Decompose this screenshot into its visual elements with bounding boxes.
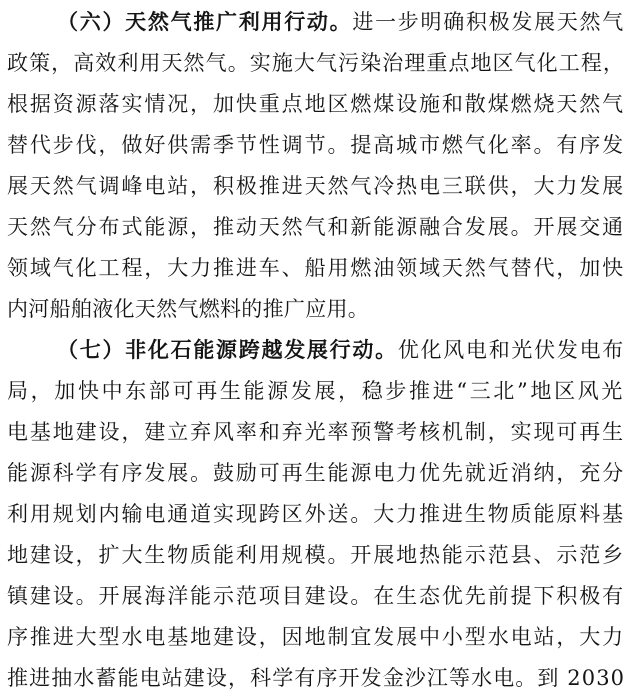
section6-line-1: 政策，高效利用天然气。实施大气污染治理重点地区气化工程， bbox=[7, 51, 625, 75]
section6-line-3: 替代步伐，做好供需季节性调节。提高城市燃气化率。有序发 bbox=[7, 133, 626, 157]
section6-line-4: 展天然气调峰电站，积极推进天然气冷热电三联供，大力发展 bbox=[7, 174, 626, 198]
section7-line-6: 镇建设。开展海洋能示范项目建设。在生态优先前提下积极有 bbox=[7, 584, 626, 608]
section7-line-4: 利用规划内输电通道实现跨区外送。大力推进生物质能原料基 bbox=[7, 502, 626, 526]
section6-line-2: 根据资源落实情况，加快重点地区燃煤设施和散煤燃烧天然气 bbox=[7, 92, 626, 116]
section6-line-5: 天然气分布式能源，推动天然气和新能源融合发展。开展交通 bbox=[7, 215, 626, 239]
section7-line-3: 能源科学有序发展。鼓励可再生能源电力优先就近消纳，充分 bbox=[7, 461, 626, 485]
section7-first-line bbox=[7, 330, 625, 371]
section7-line-2: 电基地建设，建立弃风率和弃光率预警考核机制，实现可再生 bbox=[7, 420, 626, 444]
section6-line-6: 领域气化工程，大力推进车、船用燃油领域天然气替代，加快 bbox=[7, 256, 626, 280]
section6-first-line bbox=[7, 2, 625, 43]
section7-line-1: 局，加快中东部可再生能源发展，稳步推进“三北”地区风光 bbox=[7, 379, 626, 403]
section7-line-5: 地建设，扩大生物质能利用规模。开展地热能示范县、示范乡 bbox=[7, 543, 626, 567]
section6-heading: （六）天然气推广利用行动。 bbox=[57, 10, 353, 34]
section6-line-7: 内河船舶液化天然气燃料的推广应用。 bbox=[7, 297, 370, 321]
section7-line-7: 序推进大型水电基地建设，因地制宜发展中小型水电站，大力 bbox=[7, 625, 626, 649]
section6-line-0: 进一步明确积极发展天然气 bbox=[352, 10, 625, 34]
section7-line-0: 优化风电和光伏发电布 bbox=[397, 338, 626, 362]
section7-line-8: 推进抽水蓄能电站建设，科学有序开发金沙江等水电。到 2030 bbox=[7, 666, 626, 690]
section7-heading: （七）非化石能源跨越发展行动。 bbox=[57, 338, 398, 362]
